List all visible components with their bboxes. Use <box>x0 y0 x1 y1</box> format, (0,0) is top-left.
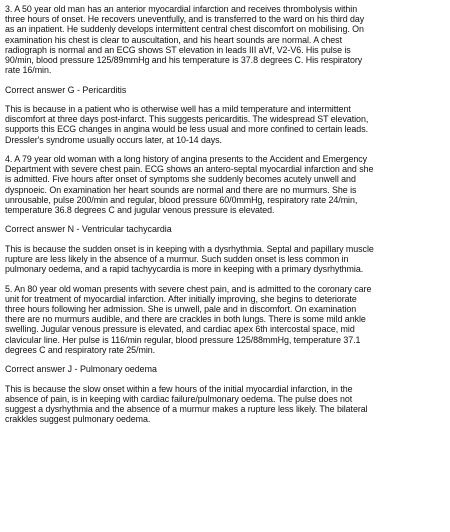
document-page <box>5 4 445 424</box>
question-4-explanation: This is because the sudden onset is in keeping with a dysrhythmia. Septal and papillary muscle rupture are less likely in the absence of a murmur. Such sudden onset is less common in pulmonary oedema, and a rapid tachyycardia is more in keeping with a primary dysrhythmia. <box>5 243 374 275</box>
question-5-answer: Correct answer J - Pulmonary oedema <box>5 364 157 375</box>
question-4-stem: 4. A 79 year old woman with a long history of angina presents to the Accident and Emergency Department with severe chest pain. ECG shows an antero-septal myocardial infarction and she is admitted. Five hours after onset of symptoms she suddenly becomes acutely unwell and dyspnoeic. On examination her heart sounds are normal and there are no murmurs. She is unrousable, pulse 200/min and regular, blood pressure 60/0mmHg, respiratory rate 24/min, temperature 36.8 degrees C and jugular venous pressure is elevated. <box>5 154 374 216</box>
question-3-explanation: This is because in a patient who is otherwise well has a mild temperature and intermittent discomfort at three days post-infarct. This suggests pericarditis. The widespread ST elevation, supports this ECG changes in angina would be less usual and more confined to certain leads. Dressler's syndrome usually occurs later, at 10-14 days. <box>5 104 369 145</box>
question-3-answer: Correct answer G - Pericarditis <box>5 84 127 95</box>
question-5-stem: 5. An 80 year old woman presents with severe chest pain, and is admitted to the coronary care unit for treatment of myocardial infarction. After initially improving, she begins to deteriorate three hours following her admission. She is unwell, pale and in discomfort. On examination there are no murmurs audible, and there are crackles in both lungs. There is some mild ankle swelling. Jugular venous pressure is elevated, and cardiac apex 6th intercostal space, mid clavicular line. Her pulse is 116/min regular, blood pressure 125/88mmHg, temperature 37.1 degrees C and respiratory rate 25/min. <box>5 283 372 355</box>
question-3-stem: 3. A 50 year old man has an anterior myocardial infarction and receives thrombolysis within three hours of onset. He recovers uneventfully, and is transferred to the ward on his third day as an inpatient. He suddenly develops intermittent central chest discomfort on mobilising. On examination his chest is clear to auscultation, and his heart sounds are normal. A chest radiograph is normal and an ECG shows ST elevation in leads III aVf, V2-V6. His pulse is 90/min, blood pressure 125/89mmHg and his temperature is 37.8 degrees C. His respiratory rate 16/min. <box>5 4 365 76</box>
question-4-answer: Correct answer N - Ventricular tachycardia <box>5 224 172 235</box>
question-5-explanation: This is because the slow onset within a few hours of the initial myocardial infarction, in the absence of pain, is in keeping with cardiac failure/pulmonary oedema. The pulse does not suggest a dysrhythmia and the absence of a murmur makes a rupture less likely. The bilateral crakkles suggest pulmonary oedema. <box>5 383 368 425</box>
